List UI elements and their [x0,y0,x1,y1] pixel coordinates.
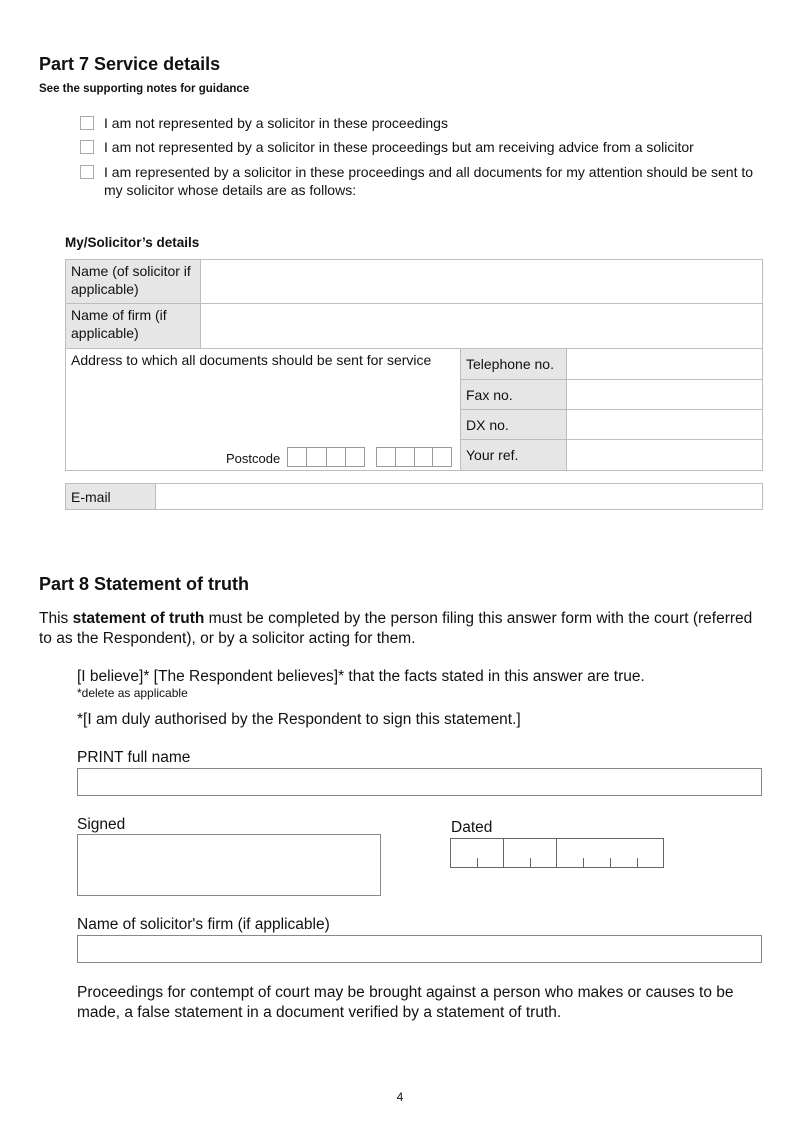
intro-prefix: This [39,610,73,627]
authorised-statement: *[I am duly authorised by the Respondent to sign this statement.] [77,711,521,728]
date-day-box[interactable] [450,838,504,868]
name-label: Name (of solicitor if applicable) [71,263,191,297]
belief-statement: [I believe]* [The Respondent believes]* that the facts stated in this answer are true. [77,668,645,685]
dx-label: DX no. [466,417,509,433]
email-label-cell [66,484,156,509]
address-input[interactable] [66,349,461,470]
telephone-input[interactable] [567,349,762,380]
telephone-label: Telephone no. [466,356,554,372]
postcode-label: Postcode [226,451,281,466]
print-name-label: PRINT full name [77,749,191,766]
date-year-box[interactable] [556,838,664,868]
print-name-input[interactable] [77,768,762,796]
fax-label-cell [461,380,567,410]
contempt-warning: Proceedings for contempt of court may be brought against a person who makes or causes to be made, a false statement in a document verified by a statement of truth. [77,984,734,1021]
delete-note: *delete as applicable [77,686,188,700]
intro-bold: statement of truth [72,610,205,627]
ref-label: Your ref. [466,447,519,463]
option-represented-checkbox[interactable] [80,165,94,179]
part7-title: Part 7 Service details [39,54,221,74]
signature-box[interactable] [77,834,381,896]
page-number: 4 [396,1090,404,1104]
firm-name-label: Name of solicitor's firm (if applicable) [77,916,330,933]
dx-label-cell [461,410,567,440]
dated-label: Dated [451,819,493,836]
ref-label-cell [461,440,567,470]
guidance-note: See the supporting notes for guidance [39,83,250,95]
email-row [65,483,763,510]
fax-input[interactable] [567,380,762,410]
intro-rest: must be completed by the person filing this answer form with the court (referred to as the Respondent), or by a solicitor acting for them. [39,610,753,647]
date-month-box[interactable] [503,838,557,868]
postcode-first-half[interactable] [287,447,365,467]
signed-label: Signed [77,816,126,833]
option-represented-label: I am represented by a solicitor in these proceedings and all documents for my attention should be sent to my solicitor whose details are as follows: [104,164,754,198]
option-advice-label: I am not represented by a solicitor in these proceedings but am receiving advice from a solicitor [104,139,694,155]
name-input[interactable] [201,260,762,304]
firm-label: Name of firm (if applicable) [71,307,167,341]
fax-label: Fax no. [466,387,513,403]
option-advice-checkbox[interactable] [80,140,94,154]
ref-input[interactable] [567,440,762,470]
details-heading: My/Solicitor’s details [65,235,200,250]
email-label: E-mail [71,489,111,505]
address-label: Address to which all documents should be sent for service [71,352,432,368]
option-not-represented-checkbox[interactable] [80,116,94,130]
firm-name-input[interactable] [77,935,762,963]
firm-input[interactable] [201,304,762,349]
postcode-second-half[interactable] [376,447,452,467]
email-input[interactable] [156,484,762,509]
firm-label-cell [66,304,201,349]
name-label-cell [66,260,201,304]
dx-input[interactable] [567,410,762,440]
part8-title: Part 8 Statement of truth [39,574,250,594]
statement-intro [39,609,759,649]
solicitor-details-table [65,259,763,471]
option-not-represented-label: I am not represented by a solicitor in these proceedings [104,115,448,131]
telephone-label-cell [461,349,567,380]
